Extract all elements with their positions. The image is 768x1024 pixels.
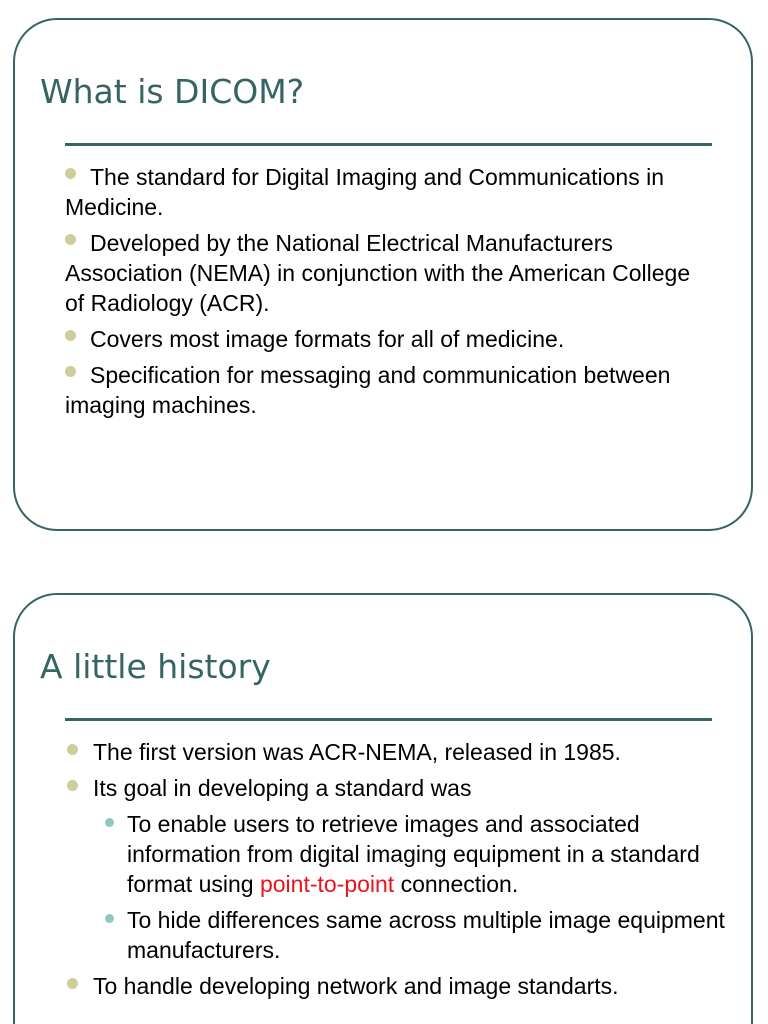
bullet-item: The first version was ACR-NEMA, released in 1985. [65, 737, 725, 767]
bullet-item: Specification for messaging and communication between imaging machines. [65, 362, 671, 418]
sub-bullet-dot-icon [105, 914, 114, 923]
bullet-dot-icon [65, 234, 76, 245]
bullet-item: Covers most image formats for all of medicine. [65, 324, 715, 354]
bullet-item: The standard for Digital Imaging and Communications in Medicine. [65, 164, 665, 220]
title-divider [65, 718, 712, 721]
slide-what-is-dicom [13, 18, 753, 531]
bullet-item: Its goal in developing a standard was [65, 773, 725, 803]
bullet-dot-icon [65, 366, 76, 377]
bullet-dot-icon [67, 978, 78, 989]
slide-body [65, 737, 725, 1007]
slide-a-little-history [13, 593, 753, 1024]
bullet-item: Developed by the National Electrical Manufacturers Association (NEMA) in conjunction with the American College of Radiology (ACR). [65, 230, 691, 316]
bullet-dot-icon [67, 744, 78, 755]
bullet-item: To handle developing network and image standarts. [65, 971, 725, 1001]
slide-title: What is DICOM? [40, 72, 305, 111]
bullet-dot-icon [67, 780, 78, 791]
slide-title: A little history [40, 647, 271, 686]
bullet-dot-icon [65, 330, 76, 341]
sub-bullet-dot-icon [105, 818, 114, 827]
bullet-dot-icon [65, 168, 76, 179]
slide-body [65, 162, 715, 426]
sub-bullet-item: To enable users to retrieve images and associated information from digital imaging equipment in a standard format using point-to-point connection. [65, 809, 725, 899]
sub-bullet-item: To hide differences same across multiple image equipment manufacturers. [65, 905, 725, 965]
title-divider [65, 143, 712, 146]
highlighted-term: point-to-point [259, 871, 395, 897]
